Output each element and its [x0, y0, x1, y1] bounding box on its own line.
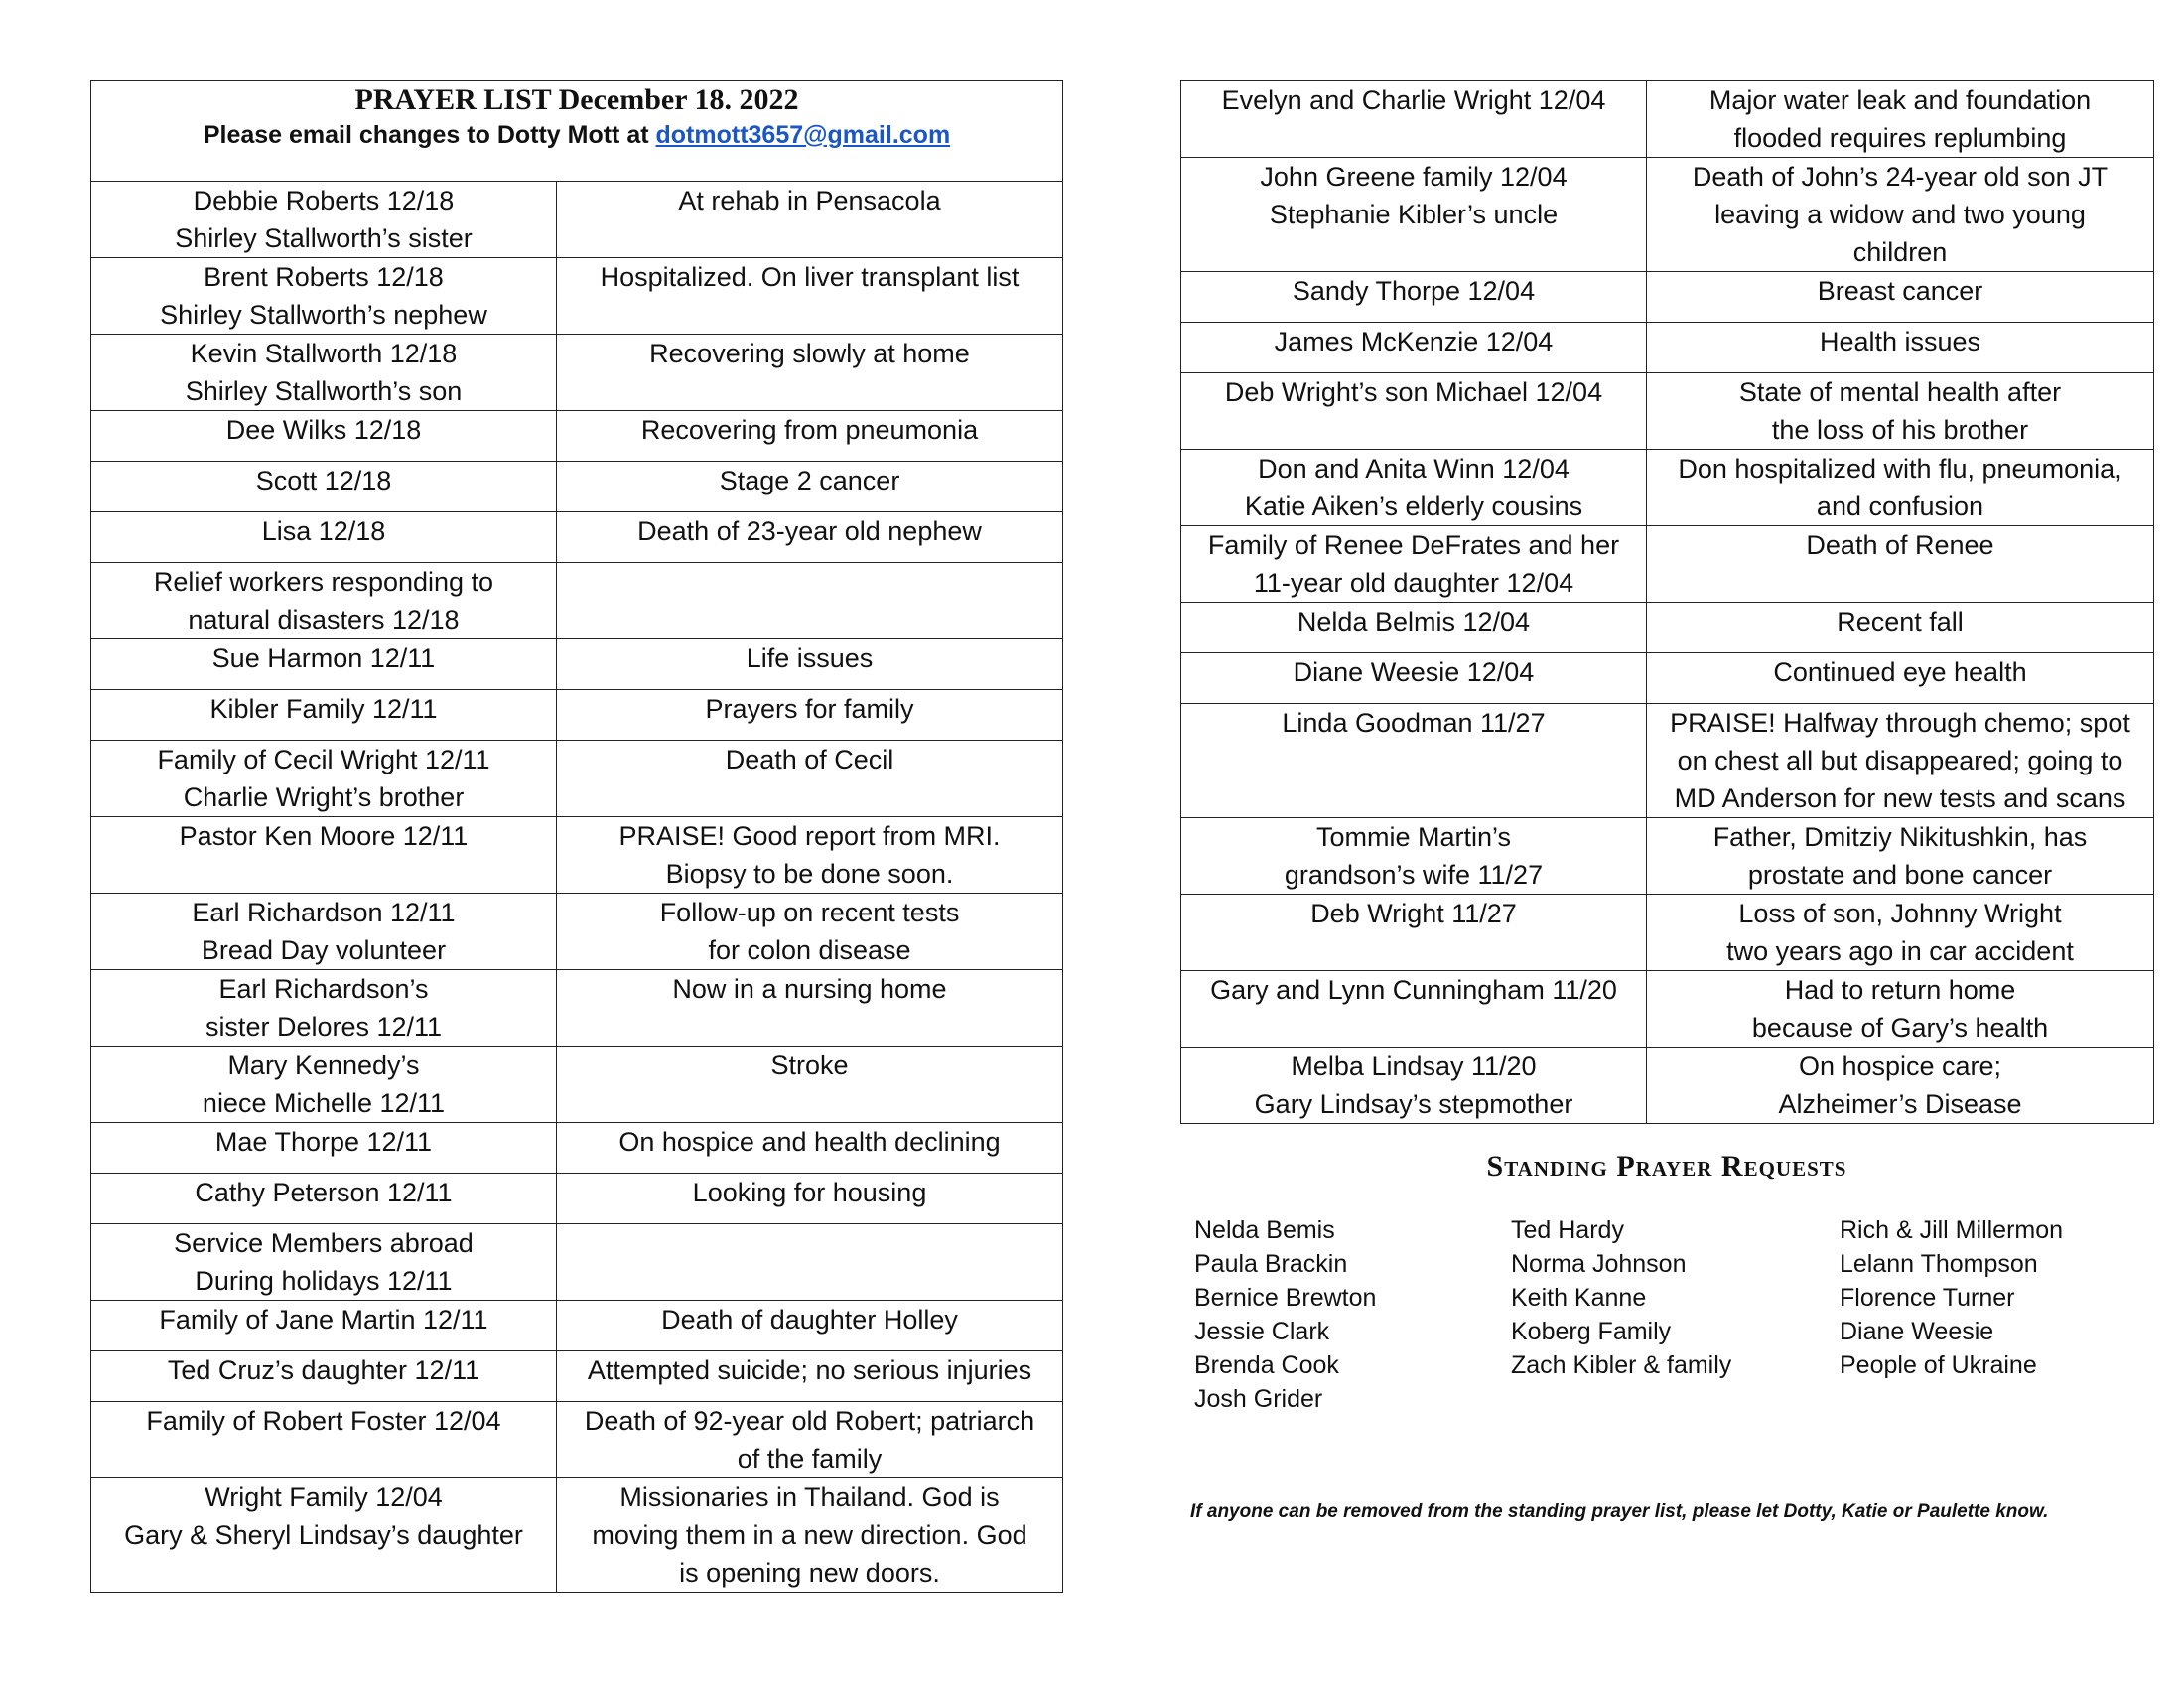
person-line: Evelyn and Charlie Wright 12/04 — [1221, 85, 1606, 115]
table-row — [91, 258, 1063, 335]
request-line: of the family — [737, 1444, 883, 1474]
person-line: Earl Richardson’s — [218, 974, 429, 1004]
person-line: Lisa 12/18 — [261, 516, 386, 546]
person-line: sister Delores 12/11 — [205, 1012, 443, 1042]
person-cell — [91, 741, 557, 817]
table-row — [91, 1123, 1063, 1174]
person-line: Deb Wright’s son Michael 12/04 — [1224, 377, 1603, 407]
standing-name: Zach Kibler & family — [1511, 1351, 1732, 1379]
table-row — [1181, 526, 2154, 603]
request-line: on chest all but disappeared; going to — [1677, 746, 2123, 775]
request-line: Death of 23-year old nephew — [637, 516, 982, 546]
person-line: Debbie Roberts 12/18 — [193, 186, 455, 215]
person-line: Family of Robert Foster 12/04 — [146, 1406, 501, 1436]
request-line: Attempted suicide; no serious injuries — [587, 1355, 1032, 1385]
request-line: the loss of his brother — [1771, 415, 2029, 445]
standing-name: Ted Hardy — [1511, 1216, 1624, 1244]
request-line: Father, Dmitziy Nikitushkin, has — [1712, 822, 2088, 852]
standing-name: Jessie Clark — [1194, 1318, 1330, 1345]
request-cell — [557, 1123, 1063, 1174]
request-cell — [1647, 373, 2154, 450]
request-cell — [557, 1301, 1063, 1351]
page-title: PRAYER LIST December 18. 2022 — [354, 83, 799, 116]
request-line: Looking for housing — [692, 1178, 927, 1207]
person-cell — [1181, 526, 1647, 603]
request-line: two years ago in car accident — [1726, 936, 2074, 966]
request-line: Had to return home — [1784, 975, 2016, 1005]
request-cell — [1647, 272, 2154, 323]
email-prefix: Please email changes to Dotty Mott at — [203, 121, 656, 149]
person-line: Family of Renee DeFrates and her — [1207, 530, 1620, 560]
request-line: Death of 92-year old Robert; patriarch — [584, 1406, 1035, 1436]
person-line: James McKenzie 12/04 — [1274, 327, 1554, 356]
person-line: Melba Lindsay 11/20 — [1291, 1052, 1537, 1081]
standing-name: Nelda Bemis — [1194, 1216, 1335, 1244]
table-row — [91, 411, 1063, 462]
standing-name: Keith Kanne — [1511, 1284, 1647, 1312]
request-line: Major water leak and foundation — [1708, 85, 2092, 115]
request-line: Continued eye health — [1773, 657, 2027, 687]
person-line: John Greene family 12/04 — [1260, 162, 1568, 192]
request-cell — [557, 1402, 1063, 1478]
person-line: Earl Richardson 12/11 — [192, 898, 456, 927]
person-line: Gary & Sheryl Lindsay’s daughter — [124, 1520, 523, 1550]
request-line: Recovering from pneumonia — [640, 415, 979, 445]
request-cell — [1647, 704, 2154, 818]
person-cell — [91, 817, 557, 894]
request-cell — [1647, 81, 2154, 158]
request-cell — [557, 639, 1063, 690]
request-line: leaving a widow and two young — [1714, 200, 2086, 229]
request-cell — [1647, 971, 2154, 1048]
person-line: Diane Weesie 12/04 — [1293, 657, 1535, 687]
request-cell — [1647, 526, 2154, 603]
request-cell — [557, 1478, 1063, 1593]
person-cell — [91, 970, 557, 1047]
request-line: Loss of son, Johnny Wright — [1738, 899, 2062, 928]
request-line: because of Gary’s health — [1751, 1013, 2049, 1043]
table-row — [91, 1174, 1063, 1224]
table-row — [91, 462, 1063, 512]
person-line: niece Michelle 12/11 — [202, 1088, 446, 1118]
request-cell — [1647, 1048, 2154, 1124]
person-line: Shirley Stallworth’s son — [185, 376, 463, 406]
request-line: Prayers for family — [705, 694, 914, 724]
request-cell — [557, 182, 1063, 258]
request-cell — [1647, 603, 2154, 653]
request-line: Death of John’s 24-year old son JT — [1692, 162, 2109, 192]
request-cell — [1647, 895, 2154, 971]
table-row — [91, 1224, 1063, 1301]
header-cell — [91, 81, 1063, 182]
person-cell — [91, 894, 557, 970]
person-cell — [1181, 704, 1647, 818]
table-row — [1181, 603, 2154, 653]
request-line: Death of daughter Holley — [661, 1305, 958, 1335]
request-cell — [557, 894, 1063, 970]
person-cell — [1181, 1048, 1647, 1124]
table-row — [91, 1478, 1063, 1593]
table-row — [1181, 81, 2154, 158]
request-line: flooded requires replumbing — [1733, 123, 2067, 153]
request-cell — [557, 563, 1063, 639]
person-line: Pastor Ken Moore 12/11 — [179, 821, 469, 851]
table-row — [91, 335, 1063, 411]
table-row — [91, 894, 1063, 970]
request-cell — [557, 690, 1063, 741]
standing-requests-title: Standing Prayer Requests — [1486, 1150, 1847, 1183]
request-line: moving them in a new direction. God — [592, 1520, 1027, 1550]
table-row — [1181, 895, 2154, 971]
request-cell — [557, 970, 1063, 1047]
person-cell — [1181, 450, 1647, 526]
person-cell — [91, 1047, 557, 1123]
email-instruction — [97, 119, 1056, 151]
prayer-list-table-right — [1180, 80, 2154, 1124]
request-cell — [557, 512, 1063, 563]
request-line: and confusion — [1816, 492, 1984, 521]
request-cell — [557, 411, 1063, 462]
person-cell — [1181, 818, 1647, 895]
table-row — [91, 970, 1063, 1047]
request-line: Death of Renee — [1806, 530, 1994, 560]
standing-name: Lelann Thompson — [1840, 1250, 2038, 1278]
table-row — [91, 563, 1063, 639]
person-line: Shirley Stallworth’s nephew — [160, 300, 487, 330]
footnote: If anyone can be removed from the standing prayer list, please let Dotty, Katie or Paulette know. — [1190, 1501, 2049, 1522]
standing-name: Diane Weesie — [1840, 1318, 1994, 1345]
person-cell — [1181, 971, 1647, 1048]
person-line: Gary Lindsay’s stepmother — [1254, 1089, 1573, 1119]
standing-column — [1511, 1213, 1731, 1382]
person-cell — [1181, 158, 1647, 272]
request-line: Stroke — [770, 1051, 849, 1080]
person-line: Don and Anita Winn 12/04 — [1258, 454, 1570, 484]
request-line: Breast cancer — [1817, 276, 1983, 306]
request-cell — [557, 258, 1063, 335]
request-cell — [557, 1047, 1063, 1123]
person-cell — [91, 1123, 557, 1174]
table-row — [91, 1351, 1063, 1402]
table-row — [1181, 818, 2154, 895]
person-cell — [91, 182, 557, 258]
request-cell — [1647, 158, 2154, 272]
request-line: Alzheimer’s Disease — [1778, 1089, 2022, 1119]
table-row — [91, 512, 1063, 563]
person-line: Wright Family 12/04 — [205, 1482, 443, 1512]
standing-name: Bernice Brewton — [1194, 1284, 1377, 1312]
request-line: Stage 2 cancer — [719, 466, 900, 495]
request-line: for colon disease — [708, 935, 911, 965]
table-row — [1181, 704, 2154, 818]
person-line: Relief workers responding to — [153, 567, 494, 597]
person-cell — [91, 563, 557, 639]
request-line: children — [1852, 237, 1948, 267]
email-link[interactable]: dotmott3657@gmail.com — [655, 121, 951, 149]
header-row — [91, 81, 1063, 182]
person-line: Mae Thorpe 12/11 — [214, 1127, 433, 1157]
table-row — [91, 1301, 1063, 1351]
person-line: Tommie Martin’s — [1315, 822, 1512, 852]
person-cell — [91, 1224, 557, 1301]
standing-name: Koberg Family — [1511, 1318, 1672, 1345]
person-line: Shirley Stallworth’s sister — [175, 223, 473, 253]
person-line: Linda Goodman 11/27 — [1282, 708, 1546, 738]
request-line: Biopsy to be done soon. — [665, 859, 954, 889]
person-cell — [91, 411, 557, 462]
request-cell — [557, 1174, 1063, 1224]
person-line: Service Members abroad — [174, 1228, 474, 1258]
standing-name: Rich & Jill Millermon — [1840, 1216, 2064, 1244]
request-cell — [1647, 450, 2154, 526]
prayer-list-table-left — [90, 80, 1063, 1593]
person-line: Nelda Belmis 12/04 — [1297, 607, 1531, 636]
person-line: 11-year old daughter 12/04 — [1253, 568, 1574, 598]
person-cell — [91, 1174, 557, 1224]
person-cell — [1181, 323, 1647, 373]
table-row — [91, 639, 1063, 690]
request-line: On hospice care; — [1798, 1052, 2002, 1081]
person-line: Katie Aiken’s elderly cousins — [1244, 492, 1583, 521]
request-line: Health issues — [1819, 327, 1981, 356]
person-cell — [91, 690, 557, 741]
table-row — [1181, 450, 2154, 526]
person-line: natural disasters 12/18 — [188, 605, 460, 634]
request-line: At rehab in Pensacola — [678, 186, 941, 215]
request-cell — [557, 817, 1063, 894]
request-line: PRAISE! Halfway through chemo; spot — [1670, 708, 2130, 738]
table-row — [1181, 653, 2154, 704]
request-line: State of mental health after — [1738, 377, 2062, 407]
request-cell — [557, 335, 1063, 411]
person-line: Family of Cecil Wright 12/11 — [157, 745, 490, 774]
person-line: Deb Wright 11/27 — [1310, 899, 1517, 928]
request-cell — [557, 462, 1063, 512]
standing-name: Josh Grider — [1194, 1385, 1323, 1413]
request-line: Hospitalized. On liver transplant list — [600, 262, 1020, 292]
request-cell — [1647, 818, 2154, 895]
standing-name: Paula Brackin — [1194, 1250, 1348, 1278]
person-cell — [1181, 895, 1647, 971]
request-cell — [557, 741, 1063, 817]
request-line: PRAISE! Good report from MRI. — [618, 821, 1001, 851]
standing-name: Florence Turner — [1840, 1284, 2015, 1312]
table-row — [91, 741, 1063, 817]
standing-name: People of Ukraine — [1840, 1351, 2037, 1379]
person-line: Dee Wilks 12/18 — [225, 415, 422, 445]
person-line: Cathy Peterson 12/11 — [195, 1178, 453, 1207]
person-line: Mary Kennedy’s — [227, 1051, 420, 1080]
request-cell — [1647, 653, 2154, 704]
person-cell — [1181, 603, 1647, 653]
person-line: Stephanie Kibler’s uncle — [1269, 200, 1559, 229]
request-line: prostate and bone cancer — [1747, 860, 2053, 890]
person-line: Sue Harmon 12/11 — [211, 643, 436, 673]
person-line: Scott 12/18 — [255, 466, 392, 495]
request-line: MD Anderson for new tests and scans — [1674, 783, 2126, 813]
person-line: Kibler Family 12/11 — [209, 694, 438, 724]
request-line: Life issues — [746, 643, 874, 673]
request-cell — [1647, 323, 2154, 373]
standing-name: Norma Johnson — [1511, 1250, 1687, 1278]
table-row — [91, 1402, 1063, 1478]
person-line: Brent Roberts 12/18 — [204, 262, 444, 292]
request-line: is opening new doors. — [679, 1558, 940, 1588]
person-cell — [91, 258, 557, 335]
person-line: Bread Day volunteer — [201, 935, 447, 965]
standing-column — [1840, 1213, 2063, 1382]
table-row — [91, 690, 1063, 741]
person-line: Ted Cruz’s daughter 12/11 — [167, 1355, 480, 1385]
person-cell — [91, 639, 557, 690]
person-cell — [91, 462, 557, 512]
table-row — [1181, 971, 2154, 1048]
request-cell — [557, 1351, 1063, 1402]
person-cell — [91, 1301, 557, 1351]
request-line: Now in a nursing home — [672, 974, 947, 1004]
standing-column — [1194, 1213, 1376, 1416]
request-line: Don hospitalized with flu, pneumonia, — [1678, 454, 2122, 484]
table-row — [1181, 158, 2154, 272]
person-cell — [91, 512, 557, 563]
person-line: Charlie Wright’s brother — [183, 782, 465, 812]
request-line: Recovering slowly at home — [649, 339, 970, 368]
person-line: During holidays 12/11 — [195, 1266, 453, 1296]
request-line: On hospice and health declining — [618, 1127, 1001, 1157]
person-cell — [1181, 81, 1647, 158]
request-cell — [557, 1224, 1063, 1301]
table-row — [91, 1047, 1063, 1123]
person-cell — [91, 1478, 557, 1593]
table-row — [1181, 373, 2154, 450]
person-line: grandson’s wife 11/27 — [1284, 860, 1544, 890]
person-cell — [1181, 373, 1647, 450]
standing-name: Brenda Cook — [1194, 1351, 1339, 1379]
request-line: Follow-up on recent tests — [659, 898, 960, 927]
person-line: Gary and Lynn Cunningham 11/20 — [1210, 975, 1617, 1005]
person-cell — [91, 335, 557, 411]
table-row — [1181, 1048, 2154, 1124]
request-line: Death of Cecil — [725, 745, 894, 774]
person-line: Family of Jane Martin 12/11 — [159, 1305, 488, 1335]
request-line: Recent fall — [1837, 607, 1964, 636]
person-line: Kevin Stallworth 12/18 — [190, 339, 458, 368]
person-cell — [1181, 272, 1647, 323]
request-line: Missionaries in Thailand. God is — [619, 1482, 1000, 1512]
table-row — [1181, 272, 2154, 323]
person-line: Sandy Thorpe 12/04 — [1292, 276, 1536, 306]
table-row — [91, 817, 1063, 894]
person-cell — [1181, 653, 1647, 704]
person-cell — [91, 1402, 557, 1478]
table-row — [1181, 323, 2154, 373]
person-cell — [91, 1351, 557, 1402]
table-row — [91, 182, 1063, 258]
